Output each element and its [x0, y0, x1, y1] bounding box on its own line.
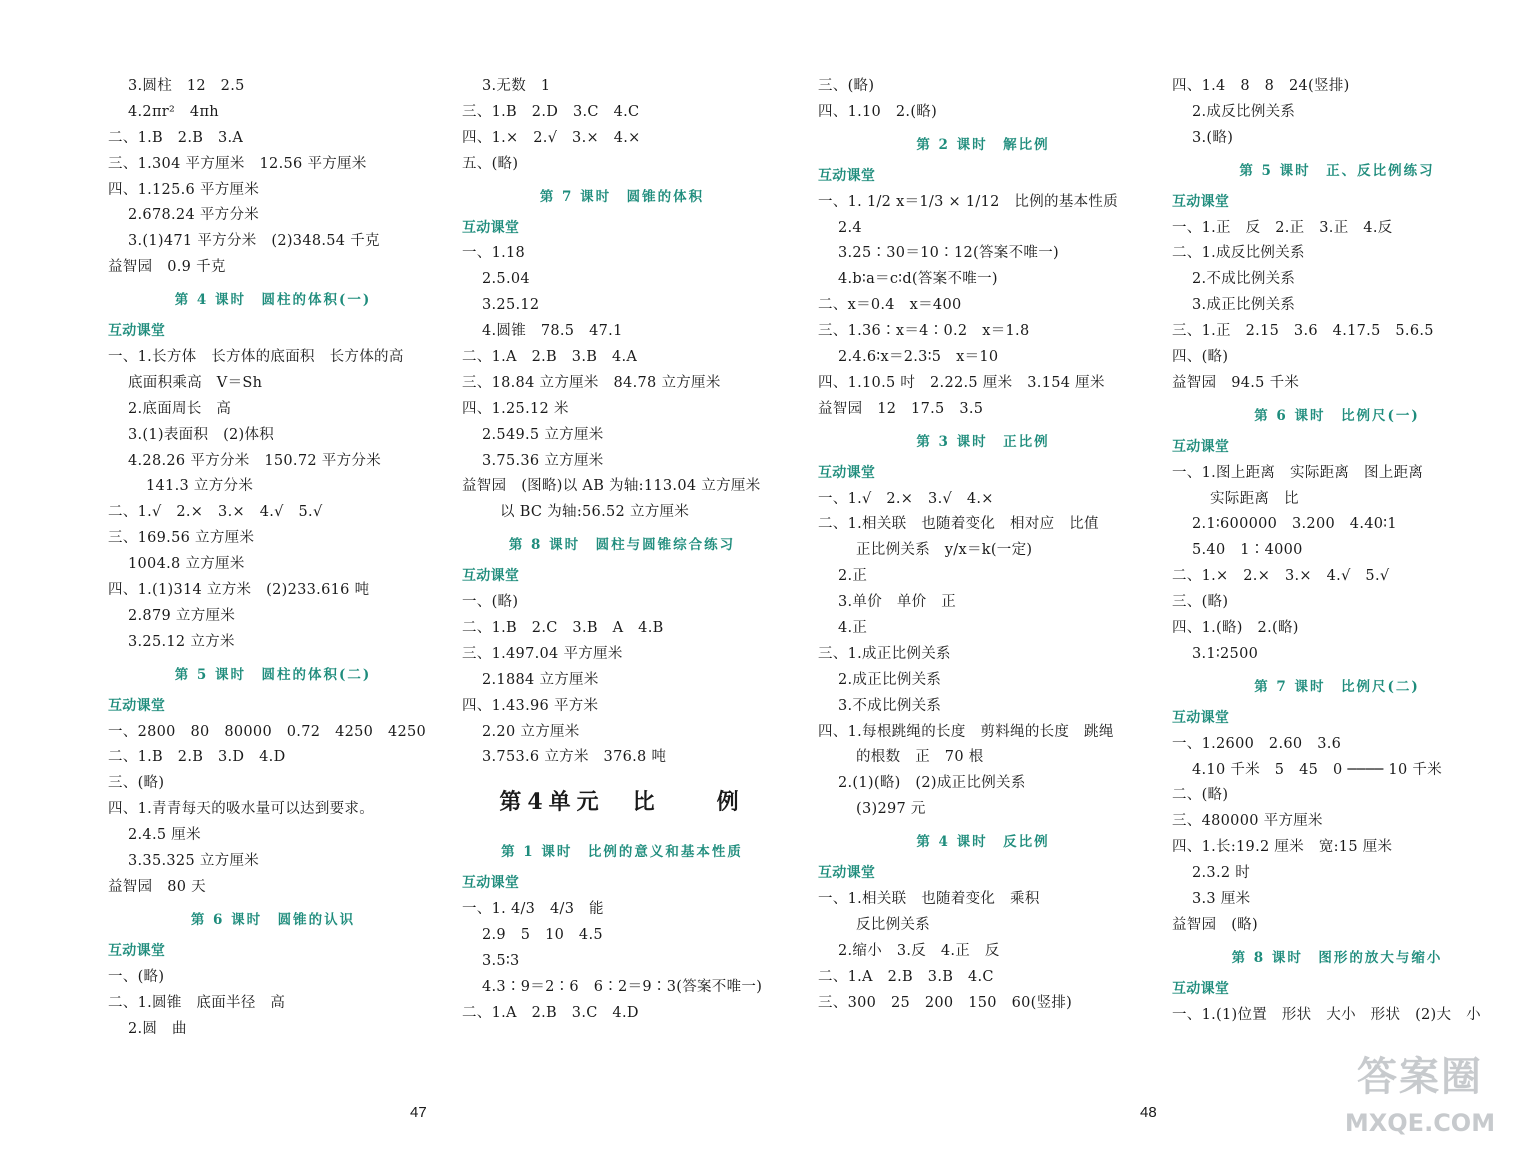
- lesson-heading: 第 8 课时 圆柱与圆锥综合练习: [508, 537, 736, 554]
- section-label: 互动课堂: [1172, 980, 1230, 997]
- answer-line: 一、1.正 反 2.正 3.正 4.反: [1172, 219, 1393, 236]
- lesson-heading: 第 7 课时 比例尺(二): [1254, 678, 1420, 695]
- answer-line: 3.不成比例关系: [838, 697, 942, 714]
- answer-line: 4.b∶a＝c∶d(答案不唯一): [838, 271, 998, 288]
- answer-line: 一、1. 1/2 x＝1/3 × 1/12 比例的基本性质: [818, 193, 1119, 210]
- page-number-right: 48: [1140, 1104, 1157, 1121]
- answer-line: 2.底面周长 高: [128, 400, 232, 417]
- answer-line: 二、x＝0.4 x＝400: [818, 297, 962, 314]
- answer-line: 2.678.24 平方分米: [128, 207, 260, 224]
- section-label: 互动课堂: [1172, 193, 1230, 210]
- watermark-url: MXQE.COM: [1344, 1109, 1496, 1137]
- answer-line: 2.3.2 时: [1192, 865, 1251, 882]
- answer-line: 3.(略): [1192, 129, 1234, 146]
- answer-line: 三、1.497.04 平方厘米: [462, 645, 623, 662]
- answer-line: 二、1.B 2.B 3.A: [108, 129, 244, 146]
- answer-line: 一、1.图上距离 实际距离 图上距离: [1172, 464, 1424, 481]
- answer-line: 反比例关系: [856, 916, 930, 933]
- answer-line: 2.不成比例关系: [1192, 271, 1296, 288]
- answer-line: 一、2800 80 80000 0.72 4250 4250: [108, 723, 427, 740]
- answer-line: 二、1.√ 2.× 3.× 4.√ 5.√: [108, 504, 323, 521]
- answer-line: 3.5∶3: [482, 953, 520, 970]
- answer-line: 2.879 立方厘米: [128, 607, 236, 624]
- answer-line: 二、(略): [1172, 787, 1229, 804]
- answer-line: 以 BC 为轴:56.52 立方厘米: [500, 504, 690, 521]
- answer-line: 3.25∶30＝10∶12(答案不唯一): [838, 245, 1059, 262]
- answer-line: 3.1∶2500: [1192, 645, 1259, 662]
- answer-line: 2.成反比例关系: [1192, 103, 1296, 120]
- answer-line: 5.40 1∶4000: [1192, 542, 1303, 559]
- answer-line: 二、1.B 2.B 3.D 4.D: [108, 749, 286, 766]
- answer-line: 一、1.(1)位置 形状 大小 形状 (2)大 小: [1172, 1006, 1481, 1023]
- answer-line: 益智园 0.9 千克: [108, 259, 226, 276]
- answer-line: 实际距离 比: [1210, 490, 1299, 507]
- answer-line: 3.单价 单价 正: [838, 594, 957, 611]
- answer-line: 四、1.125.6 平方厘米: [108, 181, 260, 198]
- answer-line: 三、(略): [108, 775, 165, 792]
- answer-line: 三、(略): [818, 78, 875, 94]
- lesson-heading: 第 7 课时 圆锥的体积: [539, 188, 705, 205]
- lesson-heading: 第 5 课时 圆柱的体积(二): [174, 666, 372, 683]
- answer-line: 四、1.(1)314 立方米 (2)233.616 吨: [108, 582, 370, 599]
- answer-column-2: [462, 74, 782, 1027]
- answer-line: 2.圆 曲: [128, 1020, 187, 1037]
- answer-line: 四、1.长:19.2 厘米 宽:15 厘米: [1172, 839, 1393, 856]
- answer-line: 二、1.A 2.B 3.B 4.A: [462, 349, 638, 366]
- answer-line: 二、1.A 2.B 3.B 4.C: [818, 968, 994, 985]
- answer-line: 2.1884 立方厘米: [482, 671, 599, 688]
- answer-line: 一、1.相关联 也随着变化 乘积: [818, 891, 1040, 908]
- section-label: 互动课堂: [818, 865, 876, 882]
- answer-line: 3.753.6 立方米 376.8 吨: [482, 749, 667, 766]
- answer-line: 四、(略): [1172, 349, 1229, 366]
- answer-line: 底面积乘高 V＝Sh: [128, 374, 263, 391]
- watermark-logo: [1320, 1049, 1520, 1149]
- answer-line: 3.25.12 立方米: [128, 633, 235, 650]
- answer-line: 3.75.36 立方厘米: [482, 452, 604, 469]
- answer-line: 三、1.成正比例关系: [818, 645, 951, 662]
- section-label: 互动课堂: [108, 697, 166, 714]
- page-number-left: 47: [410, 1104, 427, 1121]
- watermark-title: 答案圈: [1357, 1054, 1483, 1100]
- answer-line: 益智园 80 天: [108, 878, 206, 895]
- answer-line: 三、480000 平方厘米: [1172, 813, 1323, 830]
- answer-line: 二、1.圆锥 底面半径 高: [108, 994, 286, 1011]
- answer-line: 3.成正比例关系: [1192, 297, 1296, 314]
- answer-line: 3.35.325 立方厘米: [128, 853, 260, 870]
- answer-line: 五、(略): [462, 155, 519, 172]
- answer-line: 一、(略): [108, 968, 165, 985]
- answer-line: 3.(1)471 平方分米 (2)348.54 千克: [128, 233, 380, 250]
- section-label: 互动课堂: [462, 875, 520, 892]
- answer-line: 2.缩小 3.反 4.正 反: [838, 942, 1000, 959]
- answer-line: 3.25.12: [482, 297, 540, 314]
- unit-title: 第4单元 比 例: [499, 789, 745, 816]
- answer-column-1: [108, 74, 438, 1042]
- lesson-heading: 第 3 课时 正比例: [916, 433, 1050, 450]
- section-label: 互动课堂: [462, 219, 520, 236]
- answer-line: 二、1.× 2.× 3.× 4.√ 5.√: [1172, 568, 1390, 585]
- answer-line: 四、1.25.12 米: [462, 400, 569, 417]
- answer-line: 2.549.5 立方厘米: [482, 426, 604, 443]
- answer-line: 一、1.2600 2.60 3.6: [1172, 735, 1342, 752]
- answer-line: 2.5.04: [482, 271, 530, 288]
- lesson-heading: 第 6 课时 比例尺(一): [1254, 407, 1420, 424]
- answer-line: 二、1.相关联 也随着变化 相对应 比值: [818, 516, 1099, 533]
- answer-line: 三、1.B 2.D 3.C 4.C: [462, 103, 640, 120]
- answer-line: 2.正: [838, 568, 868, 585]
- answer-line: 益智园 (略): [1172, 916, 1258, 933]
- answer-line: 2.成正比例关系: [838, 671, 942, 688]
- answer-line: 的根数 正 70 根: [856, 749, 984, 766]
- answer-line: 二、1.B 2.C 3.B A 4.B: [462, 620, 664, 637]
- answer-line: 一、1.18: [462, 245, 526, 262]
- answer-line: 三、1.304 平方厘米 12.56 平方厘米: [108, 155, 367, 172]
- answer-line: 三、169.56 立方厘米: [108, 530, 255, 547]
- answer-line: 一、1. 4/3 4/3 能: [462, 901, 604, 918]
- answer-line: 141.3 立方分米: [146, 478, 254, 495]
- answer-line: 4.3∶9＝2∶6 6∶2＝9∶3(答案不唯一): [482, 978, 763, 995]
- answer-line: 四、1.× 2.√ 3.× 4.×: [462, 129, 641, 146]
- lesson-heading: 第 5 课时 正、反比例练习: [1239, 162, 1435, 179]
- answer-line: 2.4: [838, 219, 862, 236]
- answer-line: 益智园 94.5 千米: [1172, 374, 1300, 391]
- answer-line: 四、1.43.96 平方米: [462, 697, 599, 714]
- answer-line: 一、1.长方体 长方体的底面积 长方体的高: [108, 349, 404, 366]
- lesson-heading: 第 8 课时 图形的放大与缩小: [1231, 949, 1443, 966]
- answer-line: 4.2πr² 4πh: [128, 103, 219, 120]
- answer-line: 正比例关系 y/x＝k(一定): [856, 542, 1033, 559]
- lesson-heading: 第 4 课时 圆柱的体积(一): [174, 292, 372, 309]
- answer-line: 二、1.A 2.B 3.C 4.D: [462, 1004, 639, 1021]
- answer-line: 四、1.(略) 2.(略): [1172, 620, 1299, 637]
- answer-line: 2.20 立方厘米: [482, 723, 580, 740]
- answer-line: 4.10 千米 5 45 0 ──── 10 千米: [1192, 761, 1442, 778]
- answer-column-4: [1172, 74, 1502, 1029]
- answer-line: 2.1∶600000 3.200 4.40∶1: [1192, 516, 1397, 533]
- answer-line: 一、1.√ 2.× 3.√ 4.×: [818, 490, 994, 507]
- answer-line: 4.28.26 平方分米 150.72 平方分米: [128, 452, 381, 469]
- section-label: 互动课堂: [818, 464, 876, 481]
- lesson-heading: 第 6 课时 圆锥的认识: [190, 911, 356, 928]
- answer-line: 3.(1)表面积 (2)体积: [128, 426, 275, 443]
- answer-line: 三、1.正 2.15 3.6 4.17.5 5.6.5: [1172, 323, 1434, 340]
- section-label: 互动课堂: [108, 942, 166, 959]
- answer-line: 三、300 25 200 150 60(竖排): [818, 994, 1073, 1011]
- lesson-heading: 第 1 课时 比例的意义和基本性质: [501, 844, 743, 861]
- answer-line: 3.无数 1: [482, 78, 551, 94]
- answer-line: 二、1.成反比例关系: [1172, 245, 1305, 262]
- section-label: 互动课堂: [462, 568, 520, 585]
- answer-column-3: [818, 74, 1148, 1017]
- answer-line: 三、(略): [1172, 594, 1229, 611]
- answer-line: 2.9 5 10 4.5: [482, 927, 603, 944]
- answer-line: 三、18.84 立方厘米 84.78 立方厘米: [462, 374, 721, 391]
- answer-line: 四、1.每根跳绳的长度 剪料绳的长度 跳绳: [818, 723, 1114, 740]
- answer-line: 1004.8 立方厘米: [128, 556, 245, 573]
- section-label: 互动课堂: [108, 323, 166, 340]
- answer-line: 3.圆柱 12 2.5: [128, 78, 245, 94]
- section-label: 互动课堂: [1172, 438, 1230, 455]
- lesson-heading: 第 4 课时 反比例: [916, 834, 1050, 851]
- section-label: 互动课堂: [818, 167, 876, 184]
- answer-line: 四、1.10.5 吋 2.22.5 厘米 3.154 厘米: [818, 374, 1105, 391]
- answer-line: 三、1.36∶x＝4∶0.2 x＝1.8: [818, 323, 1030, 340]
- answer-line: 2.4.6∶x＝2.3∶5 x＝10: [838, 349, 999, 366]
- answer-line: 2.4.5 厘米: [128, 827, 201, 844]
- answer-line: 四、1.青青每天的吸水量可以达到要求。: [108, 801, 375, 818]
- answer-line: 一、(略): [462, 594, 519, 611]
- answer-line: 四、1.10 2.(略): [818, 103, 938, 120]
- answer-line: 3.3 厘米: [1192, 891, 1251, 908]
- answer-line: 2.(1)(略) (2)成正比例关系: [838, 775, 1026, 792]
- answer-line: 4.圆锥 78.5 47.1: [482, 323, 623, 340]
- answer-line: (3)297 元: [856, 801, 926, 818]
- lesson-heading: 第 2 课时 解比例: [916, 136, 1050, 153]
- answer-line: 益智园 (图略)以 AB 为轴:113.04 立方厘米: [462, 478, 761, 495]
- answer-line: 益智园 12 17.5 3.5: [818, 400, 984, 417]
- answer-line: 4.正: [838, 620, 868, 637]
- section-label: 互动课堂: [1172, 709, 1230, 726]
- answer-line: 四、1.4 8 8 24(竖排): [1172, 78, 1350, 94]
